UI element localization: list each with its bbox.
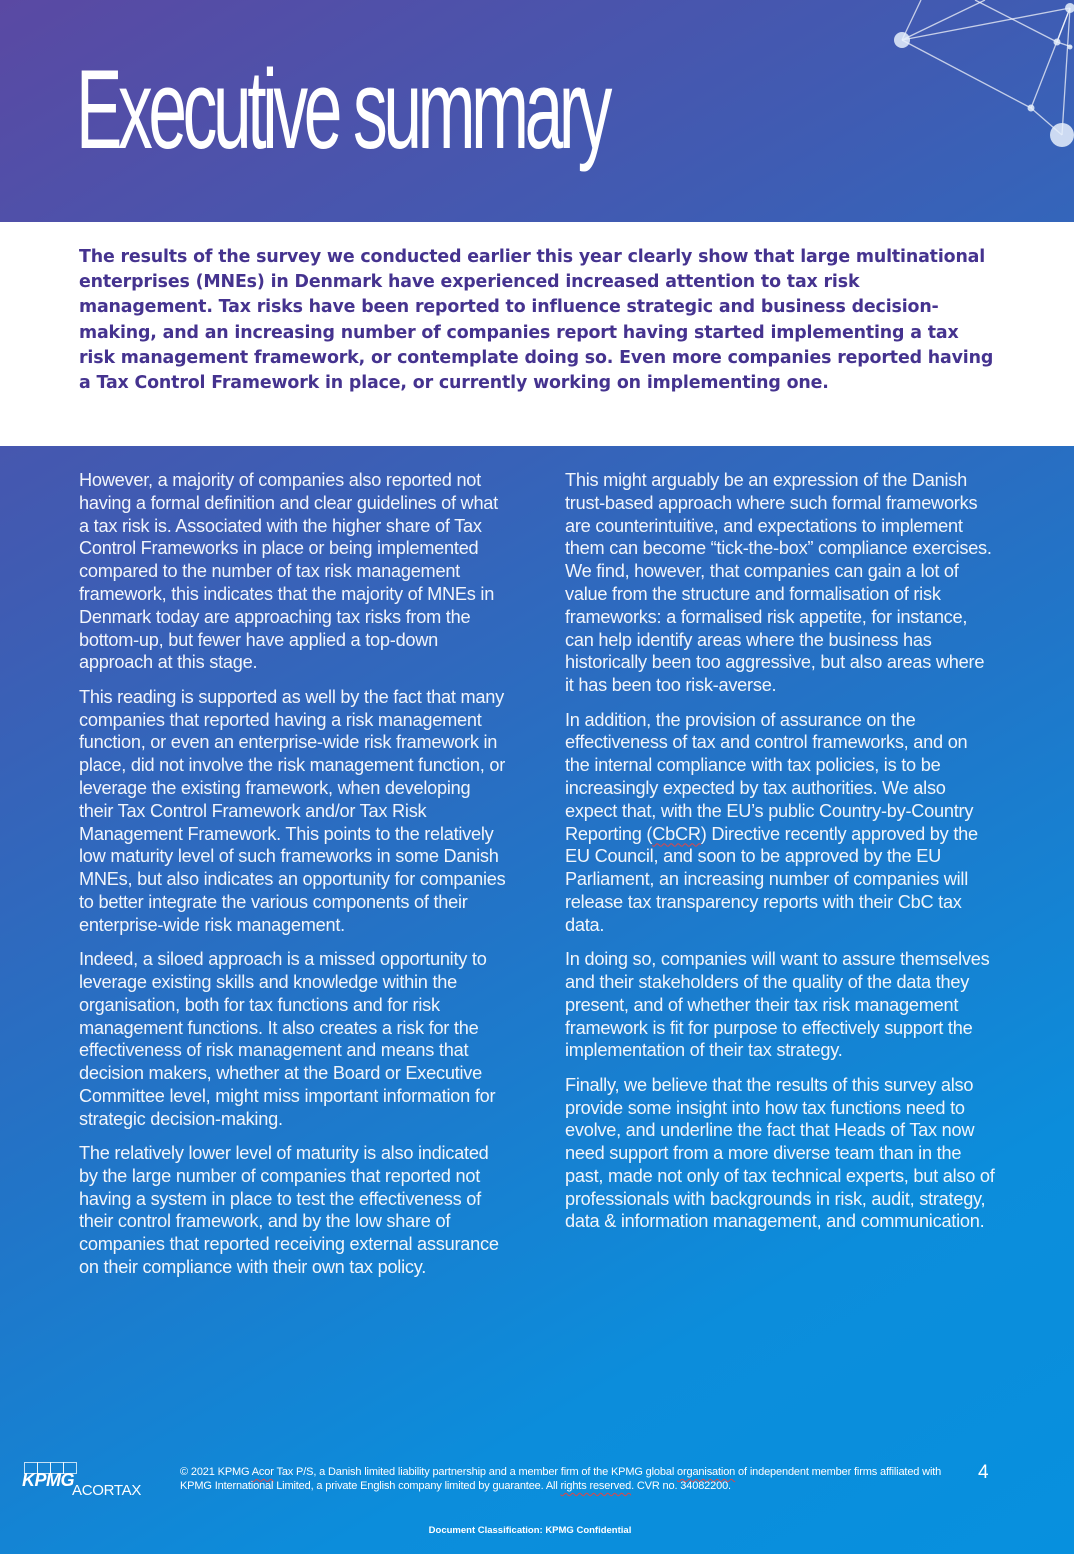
body-paragraph: In doing so, companies will want to assure themselves and their stakeholders of the quality of the data they present, and of whether their tax risk management framework is fit for purpose to effectively support the implementation of their tax strategy. <box>565 949 990 1061</box>
body-paragraph <box>565 709 995 937</box>
body-column-left <box>79 469 509 1290</box>
logo-brand: KPMG <box>22 1470 74 1490</box>
body-paragraph: This reading is supported as well by the fact that many companies that reported having a risk management function, or even an enterprise-wide risk framework in place, did not involve the risk management function, or leverage the existing framework, when developing their Tax Control Framework and/or Tax Risk Management Framework. This points to the relatively low maturity level of such frameworks in some Danish MNEs, but also indicates an opportunity for companies to better integrate the various components of their enterprise-wide risk management. <box>79 686 506 935</box>
spellcheck-flagged-word[interactable]: organisation <box>677 1466 736 1478</box>
body-paragraph: Indeed, a siloed approach is a missed opportunity to leverage existing skills and knowledge within the organisation, both for tax functions and for risk management functions. It also creates a risk for the effectiveness of risk management and means that decision makers, whether at the Board or Executive Committee level, might miss important information for strategic decision-making. <box>79 949 496 1129</box>
body-paragraph: However, a majority of companies also reported not having a formal definition and clear guidelines of what a tax risk is. Associated with the higher share of Tax Control Frameworks in place or being implemented compared to the number of tax risk management framework, this indicates that the majority of MNEs in Denmark today are approaching tax risks from the bottom-up, but fewer have applied a top-down approach at this stage. <box>79 470 498 673</box>
spellcheck-flagged-word[interactable]: CbCR <box>652 823 701 844</box>
header-banner <box>0 0 1074 222</box>
document-classification: Document Classification: KPMG Confidential <box>428 1525 632 1536</box>
lead-paragraph: The results of the survey we conducted earlier this year clearly show that large multinational enterprises (MNEs) in Denmark have experienced increased attention to tax risk management. Tax risks have been reported to influence strategic and business decision-making, and an increasing number of companies report having started implementing a tax risk management framework, or contemplate doing so. Even more companies reported having a Tax Control Framework in place, or currently working on implementing one. <box>79 247 994 394</box>
body-column-right <box>565 469 995 1245</box>
text-segment: In addition, the provision of assurance on the effectiveness of tax and control frameworks, and on the internal compliance with tax policies, is to be increasingly expected by tax authorities. We also expect that, with the EU’s public Country-by-Country Reporting ( <box>565 709 974 844</box>
page-title: Executive summary <box>76 47 609 172</box>
text-segment: Tax P/S, a Danish limited liability partnership and a member firm of the KPMG global <box>273 1466 678 1478</box>
text-segment: © 2021 KPMG <box>180 1466 252 1478</box>
spellcheck-flagged-word[interactable]: Acor <box>251 1466 274 1478</box>
text-segment: . CVR no. 34082200. <box>631 1480 731 1492</box>
body-paragraph: This might arguably be an expression of the Danish trust-based approach where such formal frameworks are counterintuitive, and expectations to implement them can become “tick-the-box” compliance exercises. We find, however, that companies can gain a lot of value from the structure and formalisation of risk frameworks: a formalised risk appetite, for instance, can help identify areas where the business has historically been too aggressive, but also areas where it has been too risk-averse. <box>565 470 992 696</box>
text-segment: of independent member firms affiliated with KPMG International Limited, a private English company limited by guarantee. All <box>180 1466 942 1492</box>
body-paragraph: Finally, we believe that the results of this survey also provide some insight into how tax functions need to evolve, and underline the fact that Heads of Tax now need support from a more diverse team than in the past, made not only of tax technical experts, but also of professionals with backgrounds in risk, audit, strategy, data & information management, and communication. <box>565 1074 995 1232</box>
logo-subbrand: ACORTAX <box>72 1482 142 1499</box>
page-number: 4 <box>978 1462 989 1483</box>
network-graph-icon <box>874 0 1074 160</box>
text-segment: ) Directive recently approved by the EU Council, and soon to be approved by the EU Parliament, an increasing number of companies will release tax transparency reports with their CbC tax data. <box>565 823 978 935</box>
legal-notice <box>180 1465 960 1493</box>
kpmg-acortax-logo <box>22 1460 152 1502</box>
body-paragraph: The relatively lower level of maturity is also indicated by the large number of companies that reported not having a system in place to test the effectiveness of their control framework, and by the low share of companies that reported receiving external assurance on their compliance with their own tax policy. <box>79 1143 499 1278</box>
spellcheck-flagged-word[interactable]: rights reserved <box>560 1480 632 1492</box>
